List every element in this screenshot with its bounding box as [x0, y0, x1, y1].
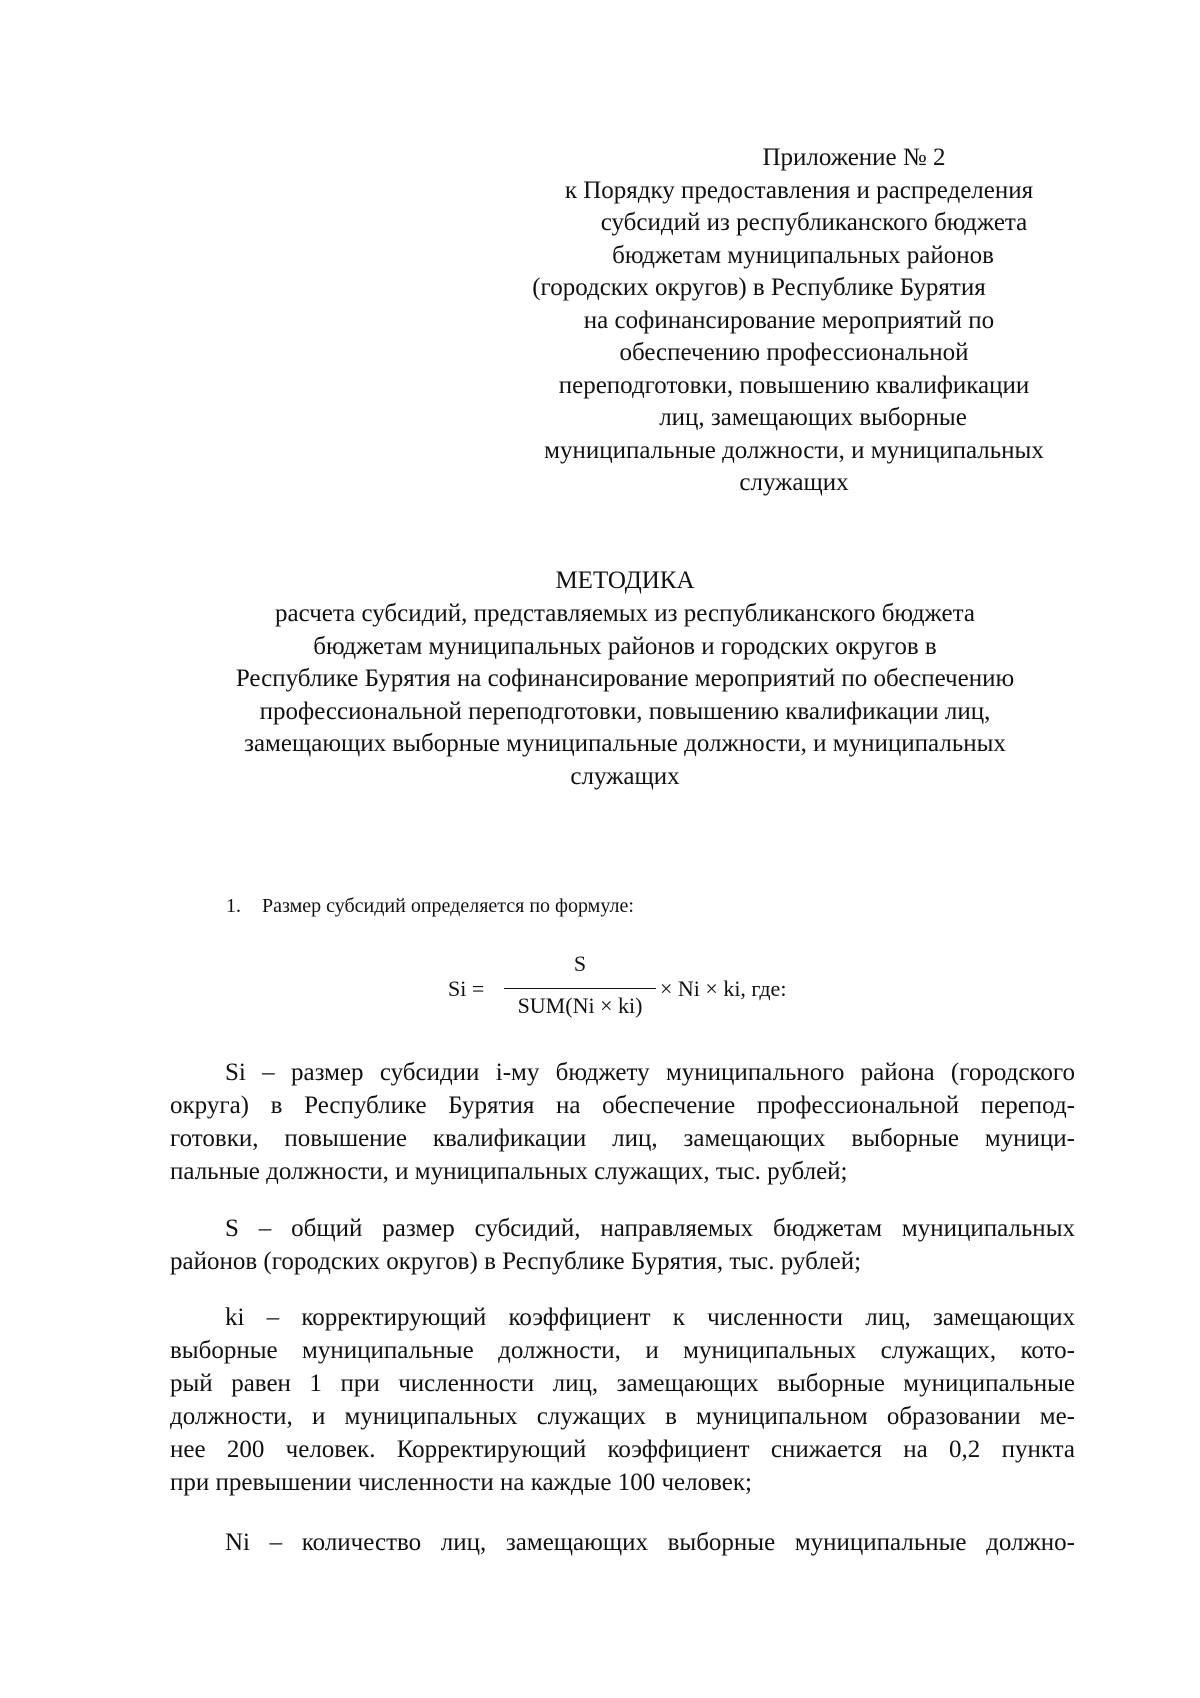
appendix-line: лиц, замещающих выборные — [659, 404, 967, 431]
paragraph-line: S – общий размер субсидий, направляемых бюджетам муниципальных — [225, 1215, 1075, 1242]
method-subtitle-line: служащих — [570, 762, 680, 790]
definition-s — [170, 1212, 1075, 1278]
appendix-line: Приложение № 2 — [762, 144, 946, 171]
method-subtitle-line: бюджетам муниципальных районов и городских округов в — [313, 632, 937, 660]
formula-lhs: Si = — [448, 976, 485, 1001]
method-subtitle-line: профессиональной переподготовки, повышению квалификации лиц, — [259, 697, 991, 725]
method-subtitle-line: Республике Бурятия на софинансирование мероприятий по обеспечению — [235, 665, 1015, 692]
definition-ni — [170, 1526, 1075, 1559]
paragraph-line: при превышении численности на каждые 100 человек; — [170, 1469, 752, 1496]
appendix-line: к Порядку предоставления и распределения — [564, 176, 1034, 204]
appendix-line: муниципальные должности, и муниципальных — [544, 436, 1044, 464]
paragraph-line: районов (городских округов) в Республике Бурятия, тыс. рублей; — [170, 1248, 862, 1275]
formula-rhs: × Ni × ki, где: — [660, 976, 787, 1001]
appendix-line: на софинансирование мероприятий по — [583, 306, 995, 334]
appendix-line: служащих — [739, 469, 849, 496]
paragraph-line: должности, и муниципальных служащих в муниципальном образовании ме- — [170, 1403, 1075, 1430]
paragraph-line: пальные должности, и муниципальных служащих, тыс. рублей; — [170, 1158, 848, 1185]
paragraph-line: округа) в Республике Бурятия на обеспечение профессиональной перепод- — [170, 1092, 1075, 1119]
list-item-number: 1. — [226, 895, 241, 917]
paragraph-line: Ni – количество лиц, замещающих выборные муниципальные должно- — [225, 1529, 1075, 1556]
method-title: МЕТОДИКА — [555, 567, 695, 594]
subsidy-formula — [448, 948, 828, 1028]
paragraph-line: рый равен 1 при численности лиц, замещающих выборные муниципальные — [170, 1370, 1075, 1397]
appendix-header — [505, 142, 1083, 500]
method-subtitle — [180, 598, 1070, 793]
appendix-line: обеспечению профессиональной — [619, 339, 969, 366]
paragraph-line: выборные муниципальные должности, и муниципальных служащих, кото- — [170, 1337, 1075, 1364]
paragraph-line: нее 200 человек. Корректирующий коэффициент снижается на 0,2 пункта — [170, 1436, 1075, 1463]
method-subtitle-line: замещающих выборные муниципальные должности, и муниципальных — [244, 730, 1006, 757]
list-item-1 — [226, 893, 634, 919]
formula-denominator: SUM(Ni × ki) — [517, 993, 643, 1018]
paragraph-line: готовки, повышение квалификации лиц, замещающих выборные муници- — [170, 1125, 1075, 1152]
appendix-line: субсидий из республиканского бюджета — [600, 209, 1028, 236]
formula-fraction-bar — [504, 988, 656, 989]
list-item-text: Размер субсидий определяется по формуле: — [262, 895, 634, 917]
method-subtitle-line: расчета субсидий, представляемых из республиканского бюджета — [275, 600, 975, 627]
appendix-line: (городских округов) в Республике Бурятия — [532, 274, 986, 301]
appendix-line: переподготовки, повышению квалификации — [558, 371, 1030, 399]
definition-ki — [170, 1301, 1075, 1499]
definition-si — [170, 1056, 1075, 1188]
paragraph-line: ki – корректирующий коэффициент к численности лиц, замещающих — [225, 1304, 1075, 1331]
formula-numerator: S — [573, 951, 587, 976]
paragraph-line: Si – размер субсидии i-му бюджету муниципального района (городского — [225, 1059, 1075, 1086]
appendix-line: бюджетам муниципальных районов — [612, 241, 994, 269]
